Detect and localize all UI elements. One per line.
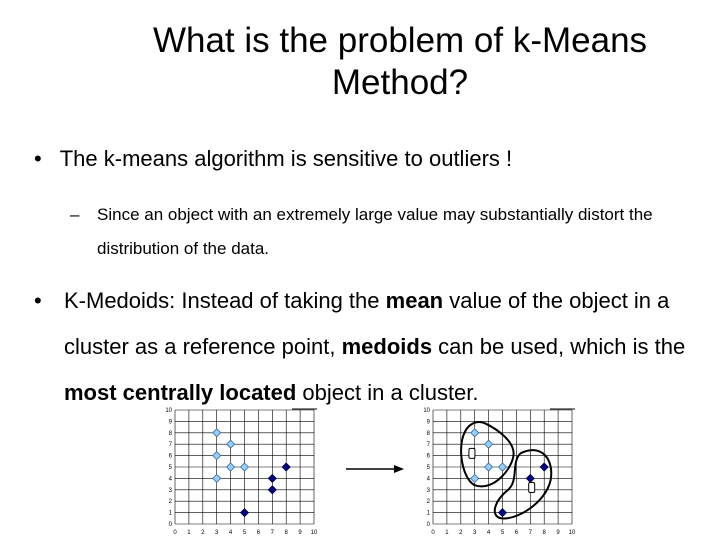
data-point-dark [268, 486, 276, 494]
data-point-light [499, 463, 507, 471]
y-tick-label: 9 [426, 419, 430, 426]
data-point-dark [499, 509, 507, 517]
y-tick-label: 10 [423, 408, 430, 414]
x-tick-label: 2 [459, 530, 463, 536]
scatter-plot-after [423, 408, 576, 536]
y-tick-label: 5 [168, 465, 172, 471]
data-point-dark [268, 474, 276, 482]
y-tick-label: 6 [168, 453, 172, 460]
bullet-2-bold-central: most centrally located [64, 380, 297, 405]
x-tick-label: 4 [486, 530, 491, 536]
y-tick-label: 6 [426, 453, 430, 460]
x-tick-label: 0 [431, 530, 435, 536]
kmeans-vs-kmedoids-figure [0, 400, 720, 540]
sub-bullet-dash: – [70, 205, 80, 224]
transition-arrow-head [394, 465, 404, 473]
title-line-1: What is the problem of k-Means [152, 21, 648, 60]
data-point-dark [540, 463, 548, 471]
x-tick-label: 10 [568, 530, 576, 536]
data-point-light [213, 452, 221, 460]
x-tick-label: 5 [500, 530, 505, 536]
data-point-light [227, 440, 235, 448]
data-point-light [227, 463, 235, 471]
x-tick-label: 6 [256, 530, 261, 536]
data-point-light [213, 474, 221, 482]
data-point-light [471, 429, 479, 437]
medoid-marker [469, 448, 475, 458]
y-tick-label: 10 [165, 408, 172, 414]
bullet-1-text: The k-means algorithm is sensitive to outliers ! [59, 146, 513, 171]
bullet-2-part-1: K-Medoids: Instead of taking the [64, 288, 386, 313]
data-point-dark [526, 474, 534, 482]
x-tick-label: 7 [270, 530, 274, 536]
x-tick-label: 6 [514, 530, 519, 536]
data-point-light [485, 463, 493, 471]
data-point-light [213, 429, 221, 437]
y-tick-label: 7 [168, 442, 172, 449]
y-tick-label: 8 [426, 430, 430, 437]
bullet-2-bold-mean: mean [385, 288, 444, 313]
y-tick-label: 3 [426, 487, 430, 494]
x-tick-label: 1 [445, 530, 449, 536]
x-tick-label: 2 [201, 530, 205, 536]
slide-title [100, 20, 700, 104]
y-tick-label: 1 [168, 510, 172, 517]
data-point-light [471, 474, 479, 482]
bullet-2-bold-medoids: medoids [341, 334, 433, 359]
x-tick-label: 4 [228, 530, 233, 536]
data-point-light [241, 463, 249, 471]
y-tick-label: 0 [426, 522, 430, 528]
x-tick-label: 7 [528, 530, 532, 536]
bullet-2-part-4: object in a cluster. [296, 380, 479, 405]
y-tick-label: 7 [426, 442, 430, 449]
y-tick-label: 9 [168, 419, 172, 426]
bullet-2-text [64, 278, 714, 416]
y-tick-label: 4 [168, 476, 172, 483]
y-tick-label: 1 [426, 510, 430, 517]
bullet-sensitive-to-outliers [34, 146, 512, 172]
y-tick-label: 2 [426, 499, 430, 506]
y-tick-label: 0 [168, 522, 172, 528]
bullet-glyph-2: • [34, 288, 42, 313]
x-tick-label: 1 [187, 530, 191, 536]
x-tick-label: 3 [215, 530, 219, 536]
bullet-2-part-3: can be used, which is the [432, 334, 686, 359]
y-tick-label: 4 [426, 476, 430, 483]
medoid-marker [529, 483, 535, 493]
x-tick-label: 10 [310, 530, 318, 536]
x-tick-label: 8 [542, 530, 546, 536]
scatter-plot-before [165, 408, 318, 536]
y-tick-label: 5 [426, 465, 430, 471]
x-tick-label: 9 [556, 530, 560, 536]
x-tick-label: 5 [242, 530, 247, 536]
cluster-outline-2 [495, 450, 551, 518]
x-tick-label: 8 [284, 530, 288, 536]
bullet-glyph: • [34, 146, 42, 171]
y-tick-label: 3 [168, 487, 172, 494]
y-tick-label: 2 [168, 499, 172, 506]
data-point-dark [282, 463, 290, 471]
x-tick-label: 3 [473, 530, 477, 536]
sub-bullet-text: Since an object with an extremely large value may substantially distort the distribution of the data. [97, 205, 653, 258]
data-point-light [485, 440, 493, 448]
x-tick-label: 0 [173, 530, 177, 536]
y-tick-label: 8 [168, 430, 172, 437]
x-tick-label: 9 [298, 530, 302, 536]
data-point-dark [241, 509, 249, 517]
bullet-2-part-2: value of the object in a cluster as a reference point, [64, 288, 670, 359]
title-line-2: Method? [331, 63, 469, 102]
